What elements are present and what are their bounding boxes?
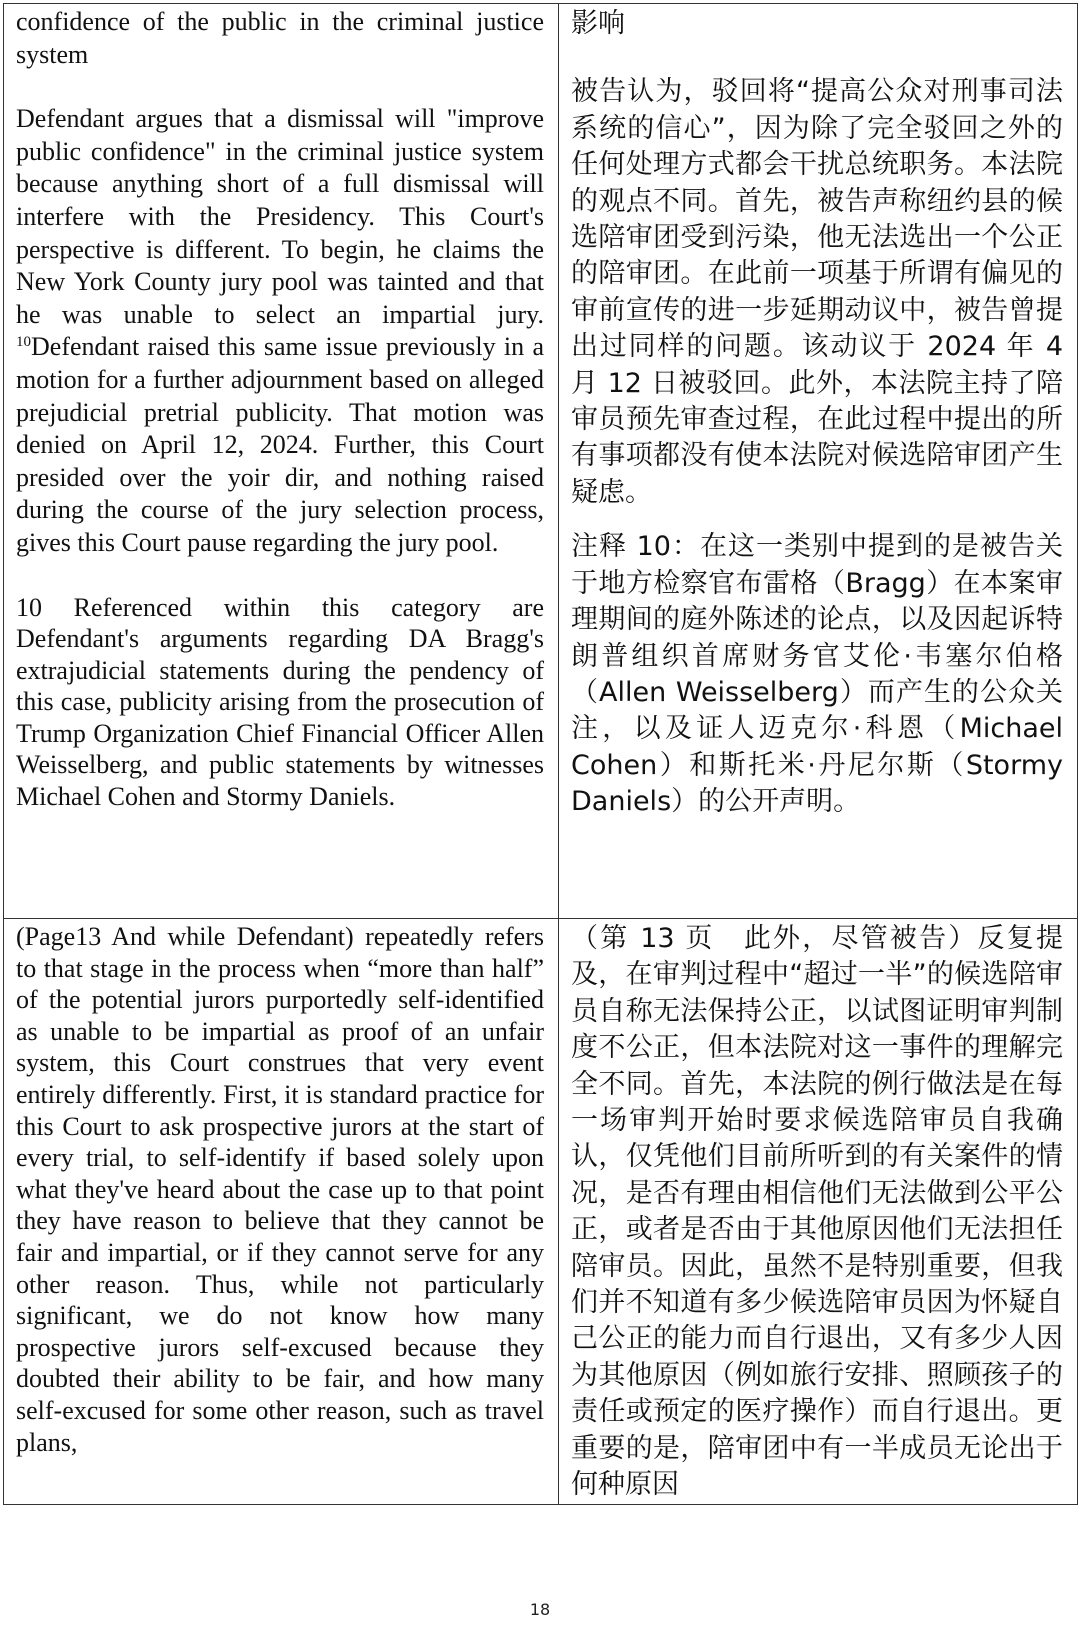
footnote-marker[interactable]: 10 <box>16 334 31 351</box>
footnote-en: 10 Referenced within this category are Defendant's arguments regarding DA Bragg's extrajudicial statements during the pendency of this case, publicity arising from the prosecution of Trump Organization Chief Financial Officer Allen Weisselberg, and public statements by witnesses Michael Cohen and Stormy Daniels. <box>16 592 544 812</box>
page-number: 18 <box>529 1600 551 1619</box>
chinese-cell <box>559 919 1078 1505</box>
bilingual-table <box>3 3 1078 1505</box>
paragraph-zh: （第 13 页 此外，尽管被告）反复提及，在审判过程中“超过一半”的候选陪审员自称无法保持公正，以试图证明审判制度不公正，但本法院对这一事件的理解完全不同。首先，本法院的例行做法是在每一场审判开始时要求候选陪审员自我确认，仅凭他们目前所听到的有关案件的情况，是否有理由相信他们无法做到公平公正，或者是否由于其他原因他们无法担任陪审员。因此，虽然不是特别重要，但我们并不知道有多少候选陪审员因为怀疑自己公正的能力而自行退出，又有多少人因为其他原因（例如旅行安排、照顾孩子的责任或预定的医疗操作）而自行退出。更重要的是，陪审团中有一半成员无论出于何种原因 <box>571 923 1063 1501</box>
table-row <box>4 4 1078 919</box>
section-heading-zh: 影响 <box>571 8 625 39</box>
paragraph-en: (Page13 And while Defendant) repeatedly refers to that stage in the process when “more than half” of the potential jurors purportedly self-identified as unable to be impartial as proof of an unfair system, this Court construes that very event entirely differently. First, it is standard practice for this Court to ask prospective jurors at the start of every trial, to self-identify if based solely upon what they've heard about the case up to that point they have reason to believe that they cannot be fair and impartial, or if they cannot serve for any other reason. Thus, while not particularly significant, we do not know how many prospective jurors self-excused because they doubted their ability to be fair, and how many self-excused for some other reason, such as travel plans, <box>16 922 544 1457</box>
english-cell <box>4 4 559 919</box>
english-cell <box>4 919 559 1505</box>
chinese-cell <box>559 4 1078 919</box>
footnote-zh: 注释 10：在这一类别中提到的是被告关于地方检察官布雷格（Bragg）在本案审理期间的庭外陈述的论点，以及因起诉特朗普组织首席财务官艾伦·韦塞尔伯格（Allen Weisselberg）而产生的公众关注，以及证人迈克尔·科恩（Michael Cohen）和斯托米·丹尼尔斯（Stormy Daniels）的公开声明。 <box>571 531 1063 818</box>
section-heading-en: confidence of the public in the criminal justice system <box>16 7 544 69</box>
table-row <box>4 919 1078 1505</box>
paragraph-en: Defendant argues that a dismissal will "improve public confidence" in the criminal justice system because anything short of a full dismissal will interfere with the Presidency. This Court's perspective is different. To begin, he claims the New York County jury pool was tainted and that he was unable to select an impartial jury. $^{10}$Defendant raised this same issue previously in a motion for a further adjournment based on alleged prejudicial pretrial publicity. That motion was denied on April 12, 2024. Further, this Court presided over the yoir dir, and nothing raised during the course of the jury selection process, gives this Court pause regarding the jury pool. <box>16 104 544 557</box>
paragraph-zh: 被告认为，驳回将“提高公众对刑事司法系统的信心”，因为除了完全驳回之外的任何处理方式都会干扰总统职务。本法院的观点不同。首先，被告声称纽约县的候选陪审团受到污染，他无法选出一个公正的陪审团。在此前一项基于所谓有偏见的审前宣传的进一步延期动议中，被告曾提出过同样的问题。该动议于 2024 年 4 月 12 日被驳回。此外，本法院主持了陪审员预先审查过程，在此过程中提出的所有事项都没有使本法院对候选陪审团产生疑虑。 <box>571 76 1063 508</box>
